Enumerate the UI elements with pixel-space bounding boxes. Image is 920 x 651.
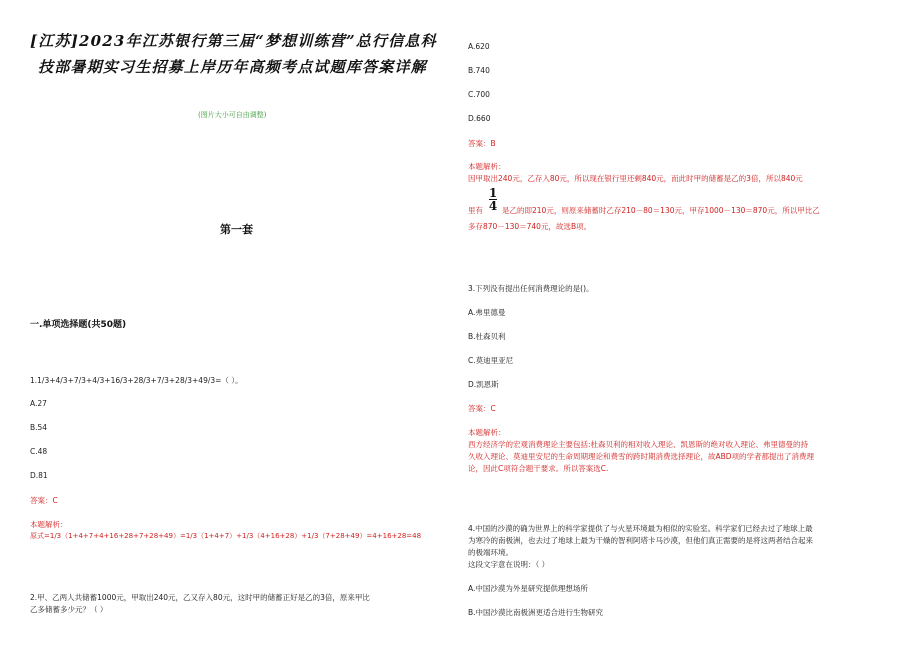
document-title-line2: 技部暑期实习生招募上岸历年高频考点试题库答案详解 [38,58,427,76]
q2-option-c: C.700 [468,90,490,99]
q1-analysis: 原式=1/3（1+4+7+4+16+28+7+28+49）=1/3（1+4+7）+1/3（4+16+28）+1/3（7+28+49）=4+16+28=48 [30,532,422,540]
q3-option-c: C.莫迪里亚尼 [468,356,514,365]
q4-stem-line4: 这段文字意在说明：（ ） [468,560,550,569]
q1-answer: 答案：C [30,496,58,505]
q2-answer: 答案：B [468,139,496,148]
q1-option-a: A.27 [30,399,47,408]
q1-option-c: C.48 [30,447,48,456]
fraction-numerator: 1 [488,186,498,200]
q4-stem-line3: 的极端环境。 [468,548,513,557]
document-title-line1: [江苏]2023年江苏银行第三届“梦想训练营”总行信息科 [30,32,437,50]
q2-stem-line1: 2.甲、乙两人共储蓄1000元，甲取出240元，乙又存入80元，这时甲的储蓄正好是乙的3倍，原来甲比 [30,593,370,602]
section-title: 一.单项选择题(共50题) [30,320,127,330]
q4-stem-line2: 为寒冷的南极洲，也去过了地球上最为干燥的智利阿塔卡马沙漠，但他们真正需要的是将这两者结合起来 [468,536,813,545]
image-size-note: (图片大小可自由调整) [198,111,267,119]
q1-option-d: D.81 [30,471,48,480]
q4-option-a: A.中国沙漠为外星研究提供理想场所 [468,584,588,593]
q2-analysis-line2-post: 是乙的即210元，则原来储蓄时乙存210－80＝130元，甲存1000－130＝870元，所以甲比乙 [502,206,820,215]
q3-answer: 答案：C [468,404,496,413]
q3-analysis-line2: 久收入理论、莫迪里安尼的生命周期理论和费雪的跨时期消费选择理论，故ABD项的学者都提出了消费理 [468,452,815,461]
q3-option-b: B.杜森贝利 [468,332,506,341]
q2-stem-line2: 乙多储蓄多少元？（ ） [30,605,108,614]
q3-analysis-line3: 论，因此C项符合题干要求。所以答案选C. [468,464,609,473]
q2-option-d: D.660 [468,114,491,123]
q1-analysis-label: 本题解析： [30,520,68,529]
q2-option-b: B.740 [468,66,490,75]
q3-option-d: D.凯恩斯 [468,380,499,389]
q1-stem: 1.1/3+4/3+7/3+4/3+16/3+28/3+7/3+28/3+49/3=（ ）。 [30,376,243,385]
q3-analysis-line1: 西方经济学的宏观消费理论主要包括:杜森贝利的相对收入理论、凯恩斯的绝对收入理论、弗里德曼的持 [468,440,809,449]
q2-option-a: A.620 [468,42,490,51]
set-title: 第一套 [220,223,253,236]
q2-analysis-line2-pre: 里有 [468,206,483,215]
q2-analysis-line1: 因甲取出240元，乙存入80元，所以现在银行里还剩840元，而此时甲的储蓄是乙的3倍，所以840元 [468,174,803,183]
q3-option-a: A.弗里德曼 [468,308,506,317]
fraction-one-quarter [488,187,498,212]
q3-stem: 3.下列没有提出任何消费理论的是()。 [468,284,594,293]
q2-analysis-line3: 多存870－130＝740元，故选B项。 [468,222,592,231]
q2-analysis-label: 本题解析： [468,162,506,171]
q1-option-b: B.54 [30,423,48,432]
q3-analysis-label: 本题解析： [468,428,506,437]
fraction-denominator: 4 [488,199,498,213]
q4-stem-line1: 4.中国的沙漠的确为世界上的科学家提供了与火星环境最为相似的实验室。科学家们已经去过了地球上最 [468,524,813,533]
q4-option-b: B.中国沙漠比南极洲更适合进行生物研究 [468,608,604,617]
